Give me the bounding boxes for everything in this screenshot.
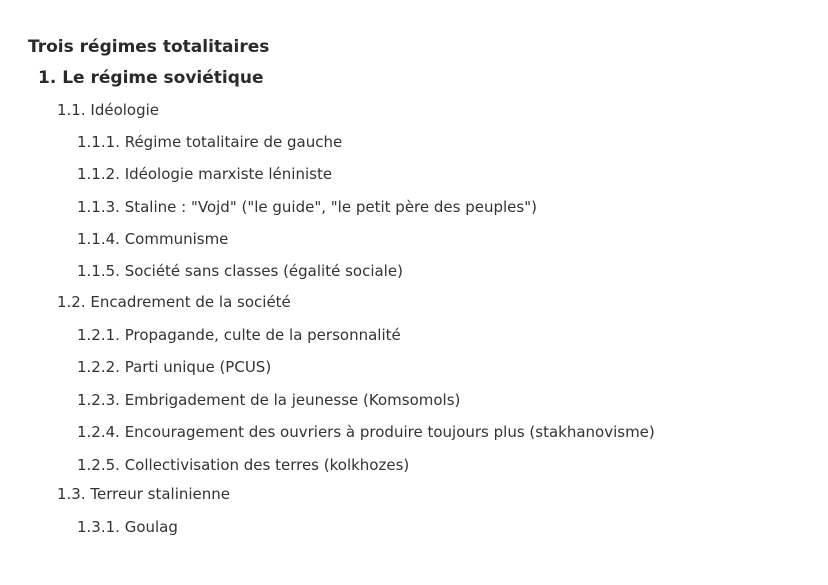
outline-item: 1.2.4. Encouragement des ouvriers à produire toujours plus (stakhanovisme)	[77, 423, 655, 441]
outline-item: 1.1.5. Société sans classes (égalité sociale)	[77, 262, 403, 280]
outline-item: 1.3.1. Goulag	[77, 518, 178, 536]
subsection-heading: 1.1. Idéologie	[57, 101, 160, 119]
outline-item: 1.2.1. Propagande, culte de la personnalité	[77, 326, 401, 344]
section-heading: 1. Le régime soviétique	[38, 68, 264, 88]
outline-item: 1.2.2. Parti unique (PCUS)	[77, 358, 272, 376]
document-title: Trois régimes totalitaires	[28, 37, 270, 57]
subsection-heading: 1.3. Terreur stalinienne	[57, 485, 231, 503]
outline-item: 1.2.3. Embrigadement de la jeunesse (Komsomols)	[77, 391, 461, 409]
outline-item: 1.1.2. Idéologie marxiste léniniste	[77, 165, 333, 183]
outline-item: 1.2.5. Collectivisation des terres (kolkhozes)	[77, 456, 410, 474]
outline-item: 1.1.3. Staline : "Vojd" ("le guide", "le petit père des peuples")	[77, 198, 537, 216]
outline-item: 1.1.1. Régime totalitaire de gauche	[77, 133, 343, 151]
outline-item: 1.1.4. Communisme	[77, 230, 229, 248]
subsection-heading: 1.2. Encadrement de la société	[57, 293, 291, 311]
